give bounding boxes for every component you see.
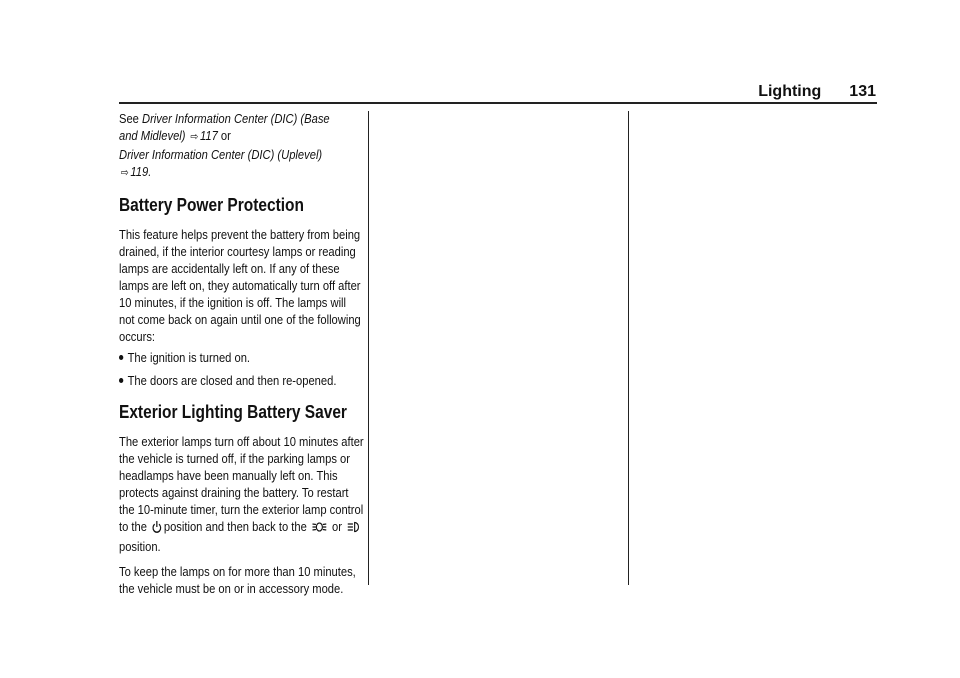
- page-number: 131: [849, 83, 876, 100]
- page-header: [758, 83, 876, 101]
- left-column: [119, 110, 364, 597]
- page-reference-icon: ⇨: [120, 167, 129, 179]
- column-divider-2: [628, 111, 629, 585]
- exterior-body-part-a: The exterior lamps turn off about 10 minutes after the vehicle is turned off, if the parking lamps or headlamps have been manually left on. This protects against draining the battery. To restart the 10-minute timer, turn the exterior lamp control to the: [119, 434, 364, 534]
- link-dic-base-line1: Driver Information Center (DIC) (Base: [142, 111, 330, 126]
- page-reference-icon: ⇨: [190, 131, 199, 143]
- battery-protection-list: [119, 349, 364, 389]
- column-divider-1: [368, 111, 369, 585]
- see-reference: [119, 110, 364, 182]
- exterior-saver-body: [119, 433, 364, 555]
- headlamps-icon: [347, 520, 359, 538]
- list-item: The ignition is turned on.: [119, 349, 364, 366]
- section-title: Lighting: [758, 83, 822, 100]
- exterior-body-part-b: position and then back to the: [163, 519, 307, 534]
- battery-protection-body: This feature helps prevent the battery from being drained, if the interior courtesy lamps or reading lamps are accidentally left on. If any of these lamps are left on, they automatically turn off after 10 minutes, if the ignition is off. The lamps will not come back on again until one of the following occurs:: [119, 227, 361, 344]
- see-prefix: See: [119, 111, 143, 126]
- parking-lamps-icon: [312, 520, 327, 538]
- page-ref-119[interactable]: 119.: [130, 164, 152, 179]
- exterior-body-part-c: or: [331, 519, 342, 534]
- list-item: The doors are closed and then re-opened.: [119, 372, 364, 389]
- link-dic-base-line2: and Midlevel): [119, 128, 186, 143]
- exterior-saver-body-2: To keep the lamps on for more than 10 minutes, the vehicle must be on or in accessory mode.: [119, 564, 356, 596]
- power-off-icon: [152, 520, 162, 538]
- page-ref-117[interactable]: 117: [199, 128, 218, 143]
- header-rule: [119, 102, 877, 104]
- or-word: or: [217, 128, 231, 143]
- exterior-saver-heading: Exterior Lighting Battery Saver: [119, 402, 347, 422]
- link-dic-uplevel[interactable]: Driver Information Center (DIC) (Uplevel): [119, 147, 323, 162]
- battery-protection-heading: Battery Power Protection: [119, 195, 304, 215]
- exterior-body-part-d: position.: [119, 539, 161, 554]
